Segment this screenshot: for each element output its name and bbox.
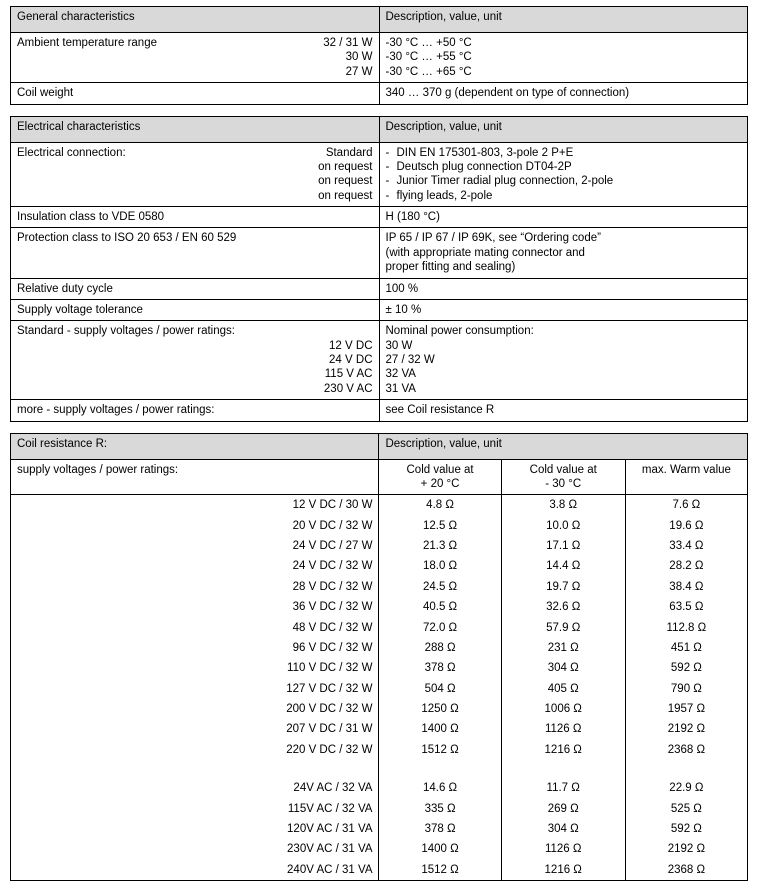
coil-coldm30: 11.7 Ω: [501, 778, 625, 798]
table-header-row: [11, 7, 748, 33]
coil-cold20: 1400 Ω: [379, 839, 501, 859]
coil-coldm30: 231 Ω: [501, 638, 625, 658]
coil-column-coldm30-line2: - 30 °C: [508, 477, 619, 491]
relative-duty-cycle-label: Relative duty cycle: [11, 278, 380, 299]
coil-weight-value: 340 … 370 g (dependent on type of connection): [379, 83, 748, 104]
coil-coldm30: 32.6 Ω: [501, 597, 625, 617]
coil-column-cold20-line2: + 20 °C: [385, 477, 494, 491]
coil-warm: 38.4 Ω: [625, 577, 747, 597]
ambient-temperature-value-0: -30 °C … +50 °C: [386, 36, 742, 50]
coil-column-coldm30-line1: Cold value at: [508, 463, 619, 477]
connection-option: [386, 189, 742, 203]
connection-option-text: Deutsch plug connection DT04-2P: [397, 160, 572, 174]
table-row: [11, 839, 748, 859]
table-row: [11, 556, 748, 576]
connection-option: [386, 174, 742, 188]
table-row: [11, 778, 748, 798]
relative-duty-cycle-value: 100 %: [379, 278, 748, 299]
coil-rating: 36 V DC / 32 W: [11, 597, 379, 617]
coil-rating: 24 V DC / 32 W: [11, 556, 379, 576]
coil-coldm30: 269 Ω: [501, 799, 625, 819]
coil-column-cold20-line1: Cold value at: [385, 463, 494, 477]
coil-resistance-table: [10, 433, 748, 881]
coil-cold20: 14.6 Ω: [379, 778, 501, 798]
coil-cold20: 72.0 Ω: [379, 618, 501, 638]
table-header-row: [11, 433, 748, 459]
coil-warm: 63.5 Ω: [625, 597, 747, 617]
coil-rating: 220 V DC / 32 W: [11, 740, 379, 760]
coil-rating: 207 V DC / 31 W: [11, 719, 379, 739]
standard-supply-label-cell: [11, 321, 380, 400]
table-row: [11, 536, 748, 556]
coil-rating: 20 V DC / 32 W: [11, 516, 379, 536]
electrical-characteristics-table: [10, 116, 748, 422]
coil-rating: 115V AC / 32 VA: [11, 799, 379, 819]
coil-coldm30: 57.9 Ω: [501, 618, 625, 638]
protection-class-label: Protection class to ISO 20 653 / EN 60 529: [11, 228, 380, 278]
coil-cold20: 40.5 Ω: [379, 597, 501, 617]
table-row: [11, 719, 748, 739]
standard-supply-value-cell: [379, 321, 748, 400]
coil-warm: 2192 Ω: [625, 839, 747, 859]
bullet-dash-icon: -: [386, 174, 397, 188]
coil-coldm30: 14.4 Ω: [501, 556, 625, 576]
protection-class-value-2: proper fitting and sealing): [386, 260, 742, 274]
table-row: [11, 83, 748, 104]
ambient-temperature-value-cell: [379, 33, 748, 83]
coil-rating: 24 V DC / 27 W: [11, 536, 379, 556]
coil-rating: 120V AC / 31 VA: [11, 819, 379, 839]
ambient-temperature-label-cell: [11, 33, 380, 83]
coil-subheader-row: [11, 459, 748, 495]
coil-column-warm-line1: max. Warm value: [632, 463, 741, 477]
ambient-temperature-value-2: -30 °C … +65 °C: [386, 65, 742, 79]
protection-class-value-cell: [379, 228, 748, 278]
ambient-temperature-sublabel-1: 30 W: [17, 50, 373, 64]
coil-warm: 112.8 Ω: [625, 618, 747, 638]
electrical-connection-label: Electrical connection:: [17, 146, 126, 160]
coil-coldm30: 405 Ω: [501, 679, 625, 699]
coil-subheader-label: supply voltages / power ratings:: [11, 459, 379, 495]
coil-warm: 33.4 Ω: [625, 536, 747, 556]
coil-cold20: 1250 Ω: [379, 699, 501, 719]
standard-supply-sublabel-1: 24 V DC: [17, 353, 373, 367]
table-row: [11, 819, 748, 839]
table-row: [11, 142, 748, 207]
ambient-temperature-sublabel-2: 27 W: [17, 65, 373, 79]
electrical-connection-sublabel-2: on request: [17, 174, 373, 188]
table-row: [11, 638, 748, 658]
table-row: [11, 400, 748, 421]
standard-supply-label: Standard - supply voltages / power ratings:: [17, 324, 373, 338]
electrical-connection-sublabel-1: on request: [17, 160, 373, 174]
table-row: [11, 321, 748, 400]
table-gap-row: [11, 760, 748, 778]
table-row: [11, 740, 748, 760]
electrical-connection-sublabel-0: Standard: [318, 146, 373, 160]
coil-warm: 2368 Ω: [625, 860, 747, 881]
nominal-power-consumption-header: Nominal power consumption:: [386, 324, 742, 338]
coil-header-left: Coil resistance R:: [11, 433, 379, 459]
coil-column-cold20: [379, 459, 501, 495]
nominal-power-value-3: 31 VA: [386, 382, 742, 396]
coil-rating: 240V AC / 31 VA: [11, 860, 379, 881]
connection-option-text: flying leads, 2-pole: [397, 189, 493, 203]
coil-warm: 525 Ω: [625, 799, 747, 819]
coil-cold20: 378 Ω: [379, 658, 501, 678]
standard-supply-sublabel-3: 230 V AC: [17, 382, 373, 396]
electrical-connection-label-cell: [11, 142, 380, 207]
coil-rating: 48 V DC / 32 W: [11, 618, 379, 638]
coil-rating: 96 V DC / 32 W: [11, 638, 379, 658]
coil-cold20: 288 Ω: [379, 638, 501, 658]
coil-coldm30: 10.0 Ω: [501, 516, 625, 536]
coil-warm: 790 Ω: [625, 679, 747, 699]
coil-rating: 12 V DC / 30 W: [11, 495, 379, 516]
table-row: [11, 799, 748, 819]
coil-cold20: 504 Ω: [379, 679, 501, 699]
general-header-right: Description, value, unit: [379, 7, 748, 33]
coil-coldm30: 304 Ω: [501, 819, 625, 839]
coil-coldm30: 304 Ω: [501, 658, 625, 678]
coil-rating: 127 V DC / 32 W: [11, 679, 379, 699]
coil-coldm30: 17.1 Ω: [501, 536, 625, 556]
coil-warm: 2192 Ω: [625, 719, 747, 739]
table-row: [11, 299, 748, 320]
insulation-class-label: Insulation class to VDE 0580: [11, 207, 380, 228]
more-supply-label: more - supply voltages / power ratings:: [11, 400, 380, 421]
table-row: [11, 658, 748, 678]
table-row: [11, 577, 748, 597]
coil-cold20: 1400 Ω: [379, 719, 501, 739]
nominal-power-value-1: 27 / 32 W: [386, 353, 742, 367]
bullet-dash-icon: -: [386, 146, 397, 160]
coil-coldm30: 1216 Ω: [501, 860, 625, 881]
coil-coldm30: 1126 Ω: [501, 839, 625, 859]
table-row: [11, 618, 748, 638]
gap-cell: [379, 760, 501, 778]
coil-column-warm: [625, 459, 747, 495]
bullet-dash-icon: -: [386, 189, 397, 203]
electrical-connection-value-cell: [379, 142, 748, 207]
coil-column-coldm30: [501, 459, 625, 495]
ambient-temperature-sublabel-0: 32 / 31 W: [315, 36, 372, 50]
standard-supply-sublabel-0: 12 V DC: [17, 339, 373, 353]
coil-warm: 28.2 Ω: [625, 556, 747, 576]
coil-rating: 110 V DC / 32 W: [11, 658, 379, 678]
general-characteristics-table: [10, 6, 748, 105]
coil-coldm30: 1126 Ω: [501, 719, 625, 739]
coil-cold20: 1512 Ω: [379, 740, 501, 760]
connection-option-text: DIN EN 175301-803, 3-pole 2 P+E: [397, 146, 574, 160]
table-header-row: [11, 116, 748, 142]
electrical-connection-sublabel-3: on request: [17, 189, 373, 203]
table-row: [11, 495, 748, 516]
coil-coldm30: 19.7 Ω: [501, 577, 625, 597]
coil-cold20: 1512 Ω: [379, 860, 501, 881]
coil-header-right: Description, value, unit: [379, 433, 748, 459]
nominal-power-value-0: 30 W: [386, 339, 742, 353]
coil-rating: 230V AC / 31 VA: [11, 839, 379, 859]
connection-option-text: Junior Timer radial plug connection, 2-pole: [397, 174, 614, 188]
supply-voltage-tolerance-label: Supply voltage tolerance: [11, 299, 380, 320]
coil-weight-label: Coil weight: [11, 83, 380, 104]
protection-class-value-1: (with appropriate mating connector and: [386, 246, 742, 260]
general-header-left: General characteristics: [11, 7, 380, 33]
supply-voltage-tolerance-value: ± 10 %: [379, 299, 748, 320]
coil-coldm30: 3.8 Ω: [501, 495, 625, 516]
coil-coldm30: 1006 Ω: [501, 699, 625, 719]
table-row: [11, 699, 748, 719]
coil-warm: 592 Ω: [625, 658, 747, 678]
nominal-power-value-2: 32 VA: [386, 367, 742, 381]
coil-warm: 7.6 Ω: [625, 495, 747, 516]
coil-cold20: 335 Ω: [379, 799, 501, 819]
coil-warm: 19.6 Ω: [625, 516, 747, 536]
coil-warm: 592 Ω: [625, 819, 747, 839]
coil-cold20: 24.5 Ω: [379, 577, 501, 597]
table-row: [11, 207, 748, 228]
table-row: [11, 278, 748, 299]
gap-cell: [625, 760, 747, 778]
coil-cold20: 18.0 Ω: [379, 556, 501, 576]
table-row: [11, 33, 748, 83]
coil-cold20: 4.8 Ω: [379, 495, 501, 516]
ambient-temperature-value-1: -30 °C … +55 °C: [386, 50, 742, 64]
coil-warm: 2368 Ω: [625, 740, 747, 760]
standard-supply-sublabel-2: 115 V AC: [17, 367, 373, 381]
coil-coldm30: 1216 Ω: [501, 740, 625, 760]
coil-warm: 22.9 Ω: [625, 778, 747, 798]
bullet-dash-icon: -: [386, 160, 397, 174]
coil-rating: 200 V DC / 32 W: [11, 699, 379, 719]
electrical-header-left: Electrical characteristics: [11, 116, 380, 142]
table-row: [11, 228, 748, 278]
ambient-temperature-label: Ambient temperature range: [17, 36, 157, 50]
coil-cold20: 21.3 Ω: [379, 536, 501, 556]
more-supply-value: see Coil resistance R: [379, 400, 748, 421]
table-row: [11, 679, 748, 699]
electrical-header-right: Description, value, unit: [379, 116, 748, 142]
coil-warm: 451 Ω: [625, 638, 747, 658]
insulation-class-value: H (180 °C): [379, 207, 748, 228]
coil-warm: 1957 Ω: [625, 699, 747, 719]
gap-cell: [501, 760, 625, 778]
coil-cold20: 12.5 Ω: [379, 516, 501, 536]
coil-rating: 24V AC / 32 VA: [11, 778, 379, 798]
connection-option: [386, 146, 742, 160]
connection-option: [386, 160, 742, 174]
coil-cold20: 378 Ω: [379, 819, 501, 839]
gap-cell: [11, 760, 379, 778]
table-row: [11, 516, 748, 536]
protection-class-value-0: IP 65 / IP 67 / IP 69K, see “Ordering code”: [386, 231, 742, 245]
table-row: [11, 597, 748, 617]
coil-rating: 28 V DC / 32 W: [11, 577, 379, 597]
